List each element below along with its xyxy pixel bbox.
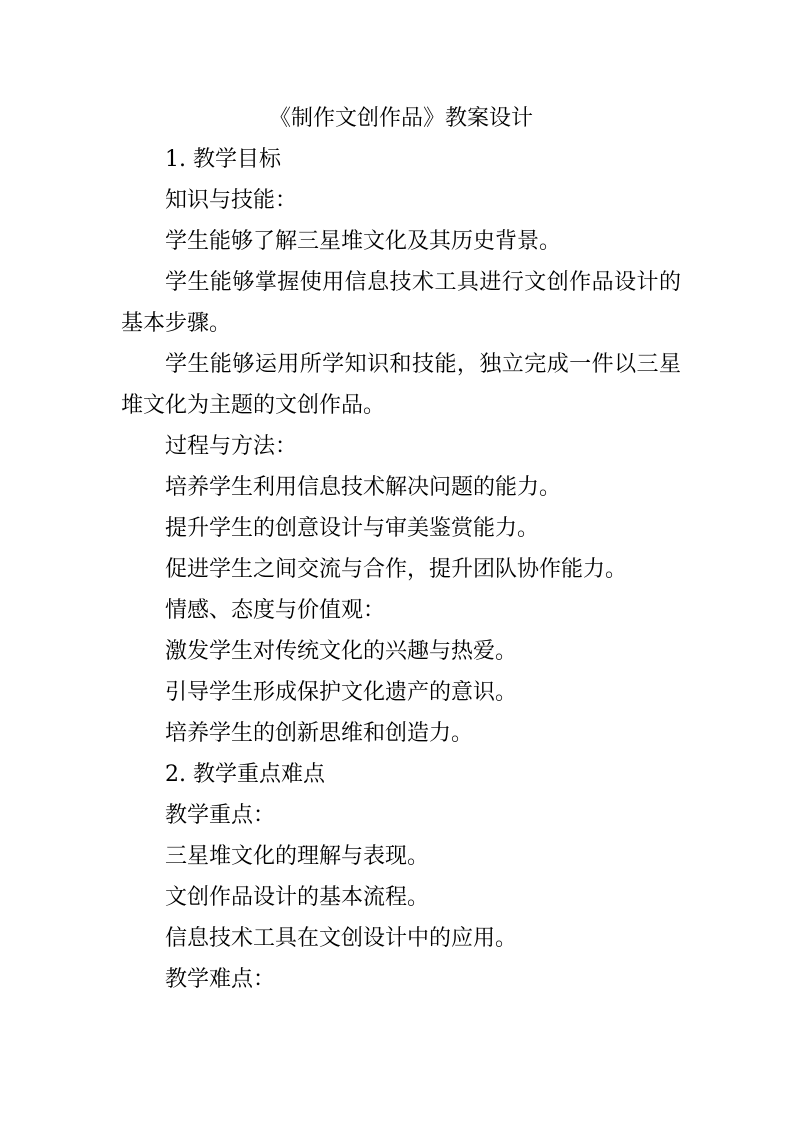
- paragraph: 引导学生形成保护文化遗产的意识。: [165, 680, 518, 705]
- paragraph: 激发学生对传统文化的兴趣与热爱。: [165, 639, 518, 664]
- document-body: [121, 98, 681, 1000]
- paragraph: 三星堆文化的理解与表现。: [165, 844, 430, 869]
- section-heading-objectives: 1. 教学目标: [165, 147, 281, 172]
- paragraph: 培养学生的创新思维和创造力。: [165, 721, 474, 746]
- paragraph: 学生能够了解三星堆文化及其历史背景。: [165, 229, 562, 254]
- subheading-difficult-points: 教学难点：: [165, 967, 276, 992]
- paragraph: 信息技术工具在文创设计中的应用。: [165, 926, 518, 951]
- subheading-process-methods: 过程与方法：: [165, 434, 298, 459]
- subheading-emotion-values: 情感、态度与价值观：: [165, 598, 386, 623]
- paragraph: 学生能够运用所学知识和技能，独立完成一件以三星堆文化为主题的文创作品。: [121, 352, 681, 418]
- paragraph: 提升学生的创意设计与审美鉴赏能力。: [165, 516, 540, 541]
- document-title: 《制作文创作品》教案设计: [268, 106, 533, 131]
- paragraph: 学生能够掌握使用信息技术工具进行文创作品设计的基本步骤。: [121, 270, 681, 336]
- paragraph: 促进学生之间交流与合作，提升团队协作能力。: [165, 557, 628, 582]
- paragraph: 文创作品设计的基本流程。: [165, 885, 430, 910]
- subheading-knowledge-skills: 知识与技能：: [165, 188, 298, 213]
- paragraph: 培养学生利用信息技术解决问题的能力。: [165, 475, 562, 500]
- section-heading-key-difficult-points: 2. 教学重点难点: [165, 762, 325, 787]
- subheading-key-points: 教学重点：: [165, 803, 276, 828]
